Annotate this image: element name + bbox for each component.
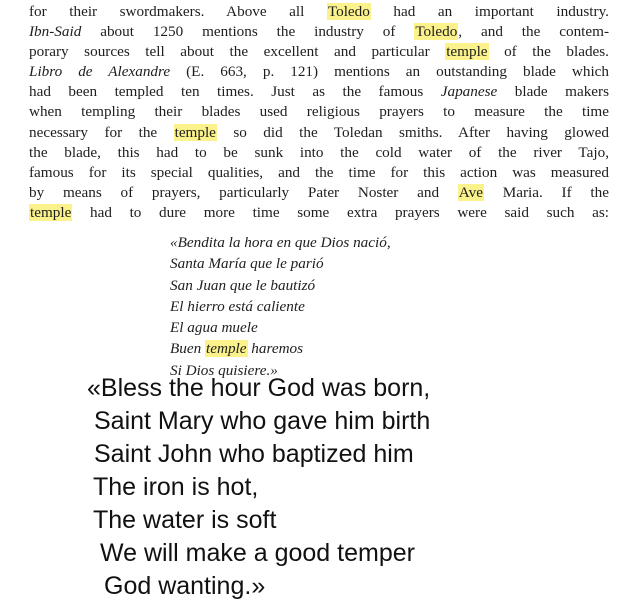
italic-text: Ibn-Said <box>29 23 82 41</box>
verse-line <box>170 296 391 317</box>
translation-line: The iron is hot, <box>93 473 259 501</box>
paragraph-line <box>29 2 609 22</box>
paragraph-text: necessary for the <box>29 123 174 141</box>
paragraph-text: of the blades. <box>488 43 609 61</box>
paragraph-line <box>29 183 609 203</box>
paragraph-line <box>29 123 609 143</box>
paragraph-line <box>29 22 609 42</box>
paragraph-text: by means of prayers, particularly Pater Noster and <box>29 183 458 201</box>
highlighted-term: temple <box>206 340 247 358</box>
paragraph-text: porary sources tell about the excellent and particular <box>29 43 446 61</box>
translation-line: Saint John who baptized him <box>94 440 414 468</box>
verse-line <box>170 317 391 338</box>
verse-line <box>170 338 391 359</box>
highlighted-term: temple <box>446 43 488 61</box>
italic-text: Japanese <box>440 83 498 101</box>
paragraph-line <box>29 82 609 102</box>
translation-line: The water is soft <box>93 506 277 534</box>
paragraph-text: had an important industry. <box>370 3 609 20</box>
paragraph-text: , and the contem- <box>458 23 609 41</box>
paragraph-text: Maria. If the <box>483 183 609 201</box>
spanish-prayer-verse <box>170 232 391 381</box>
paragraph-text: blade makers <box>497 83 609 101</box>
paragraph-text: about 1250 mentions the industry of <box>81 23 415 41</box>
verse-text: Santa María que le parió <box>170 255 324 273</box>
translation-line: God wanting.» <box>104 572 266 600</box>
paragraph-line <box>29 163 609 183</box>
paragraph-text: had been templed ten times. Just as the famous <box>29 83 441 101</box>
highlighted-term: Toledo <box>415 23 458 41</box>
verse-text: El hierro está caliente <box>170 297 305 315</box>
paragraph-text: when templing their blades used religious prayers to measure the time <box>29 103 609 121</box>
verse-line <box>170 275 391 296</box>
verse-text: «Bendita la hora en que Dios nació, <box>170 234 391 251</box>
paragraph-text: had to dure more time some extra prayers were said such as: <box>72 203 609 221</box>
paragraph-text: famous for its special qualities, and the time for this action was measured <box>29 163 609 181</box>
paragraph-line <box>29 203 609 223</box>
italic-text: Libro de Alexandre <box>29 63 171 81</box>
scanned-paragraph <box>29 2 609 223</box>
verse-text: Buen <box>170 340 206 358</box>
paragraph-text: (E. 663, p. 121) mentions an outstanding blade which <box>170 63 609 81</box>
translation-line: We will make a good temper <box>100 539 415 567</box>
paragraph-text: for their swordmakers. Above all <box>29 3 327 20</box>
english-translation <box>87 372 431 603</box>
verse-line <box>170 232 391 253</box>
verse-text: haremos <box>247 340 304 358</box>
paragraph-text: so did the Toledan smiths. After having glowed <box>216 123 609 141</box>
verse-text: El agua muele <box>170 319 258 337</box>
verse-text: Si Dios quisiere.» <box>170 361 278 379</box>
translation-line: «Bless the hour God was born, <box>87 374 431 402</box>
highlighted-term: Toledo <box>327 3 370 20</box>
paragraph-text: the blade, this had to be sunk into the cold water of the river Tajo, <box>29 143 609 161</box>
translation-line: Saint Mary who gave him birth <box>94 407 431 435</box>
highlighted-term: temple <box>30 203 72 221</box>
paragraph-line <box>29 102 609 122</box>
paragraph-line <box>29 42 609 62</box>
paragraph-line <box>29 62 609 82</box>
highlighted-term: temple <box>174 123 216 141</box>
verse-line <box>170 253 391 274</box>
highlighted-term: Ave <box>458 183 483 201</box>
verse-text: San Juan que le bautizó <box>170 276 316 294</box>
paragraph-line <box>29 143 609 163</box>
